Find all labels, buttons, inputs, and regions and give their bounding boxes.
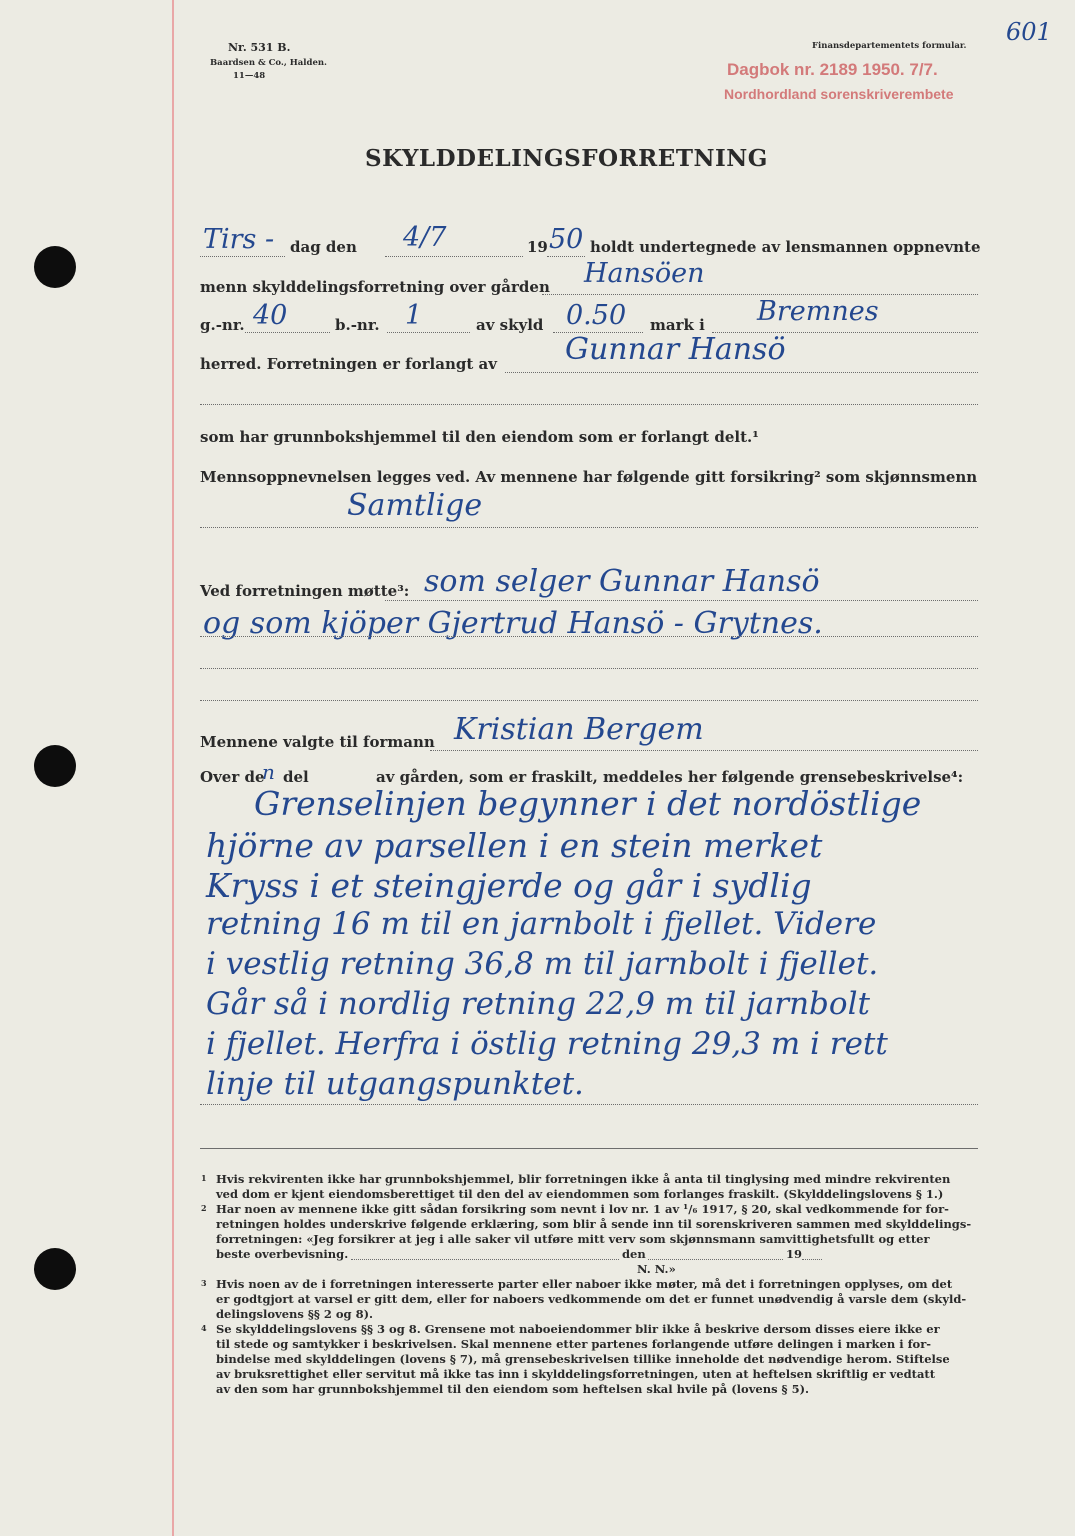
part-value: n bbox=[262, 760, 275, 784]
boundary-line: i vestlig retning 36,8 m til jarnbolt i fjellet. bbox=[206, 946, 879, 982]
assessors-value: Samtlige bbox=[347, 488, 483, 523]
dotted-line bbox=[542, 294, 978, 295]
footnote-4-line: av bruksrettighet eller servitut må ikke tas inn i skylddelingsforretningen, uten at heftelsen skriftlig er vedtatt bbox=[216, 1367, 936, 1381]
print-date: 11—48 bbox=[233, 71, 266, 81]
dotted-line bbox=[385, 600, 978, 601]
footnote-2-line: beste overbevisning. bbox=[216, 1247, 349, 1261]
dotted-line bbox=[802, 1259, 822, 1260]
footnote-number: 3 bbox=[201, 1278, 207, 1288]
bnr-label: b.-nr. bbox=[335, 316, 380, 334]
boundary-line: retning 16 m til en jarnbolt i fjellet. Videre bbox=[206, 906, 877, 942]
page-number: 601 bbox=[1006, 18, 1052, 46]
farm-name: Hansöen bbox=[584, 258, 705, 289]
footnote-3-line: delingslovens §§ 2 og 8). bbox=[216, 1307, 374, 1321]
footnote-2-den: den bbox=[622, 1247, 646, 1261]
dotted-line bbox=[200, 636, 978, 637]
skyld-value: 0.50 bbox=[566, 300, 627, 331]
gnr-value: 40 bbox=[253, 300, 288, 331]
row5-text: som har grunnbokshjemmel til den eiendom som er forlangt delt.¹ bbox=[200, 428, 759, 446]
footnote-2-signature: N. N.» bbox=[637, 1262, 676, 1276]
dotted-line bbox=[387, 332, 470, 333]
skyld-label: av skyld bbox=[476, 316, 544, 334]
chairman-name: Kristian Bergem bbox=[454, 712, 704, 747]
footnote-number: 1 bbox=[201, 1173, 207, 1183]
row1-text: holdt undertegnede av lensmannen oppnevnte bbox=[590, 238, 981, 256]
court-stamp: Nordhordland sorenskriverembete bbox=[724, 86, 954, 102]
dotted-line bbox=[430, 750, 978, 751]
document-title: SKYLDDELINGSFORRETNING bbox=[365, 145, 768, 172]
footnote-2-line: retningen holdes underskrive følgende erklæring, som blir å sende inn til sorenskriveren sammen med skylddelings- bbox=[216, 1217, 972, 1231]
punch-hole bbox=[34, 246, 76, 288]
boundary-line: i fjellet. Herfra i östlig retning 29,3 m i rett bbox=[206, 1026, 888, 1062]
boundary-line: Grenselinjen begynner i det nordöstlige bbox=[254, 784, 922, 823]
journal-stamp: Dagbok nr. 2189 1950. 7/7. bbox=[727, 60, 938, 79]
attendee-buyer: og som kjöper Gjertrud Hansö - Grytnes. bbox=[203, 606, 823, 641]
footnote-number: 2 bbox=[201, 1203, 207, 1213]
dag-den-label: dag den bbox=[290, 238, 357, 256]
footnote-4-line: av den som har grunnbokshjemmel til den eiendom som heftelsen skal hvile på (lovens § 5). bbox=[216, 1382, 810, 1396]
part-label-b: del bbox=[283, 768, 309, 786]
bnr-value: 1 bbox=[405, 300, 423, 331]
dotted-line bbox=[200, 527, 978, 528]
boundary-line: Går så i nordlig retning 22,9 m til jarnbolt bbox=[206, 986, 870, 1022]
chairman-label: Mennene valgte til formann bbox=[200, 733, 435, 751]
ministry-label: Finansdepartementets formular. bbox=[812, 41, 967, 51]
date-value: 4/7 bbox=[403, 222, 447, 253]
row2-text: menn skylddelingsforretning over gården bbox=[200, 278, 550, 296]
punch-hole bbox=[34, 745, 76, 787]
row6-text: Mennsoppnevnelsen legges ved. Av mennene har følgende gitt forsikring² som skjønnsmenn bbox=[200, 468, 978, 486]
boundary-line: linje til utgangspunktet. bbox=[206, 1066, 584, 1102]
attendees-label: Ved forretningen møtte³: bbox=[200, 582, 410, 600]
dotted-line bbox=[200, 1104, 978, 1105]
row4-text: herred. Forretningen er forlangt av bbox=[200, 355, 497, 373]
attendee-seller: som selger Gunnar Hansö bbox=[424, 564, 820, 599]
footnote-3-line: er godtgjort at varsel er gitt dem, eller for naboers vedkommende om det er funnet unødvendig å varsle dem (skyld- bbox=[216, 1292, 967, 1306]
dotted-line bbox=[648, 1259, 783, 1260]
footnote-separator bbox=[200, 1148, 978, 1149]
form-number: Nr. 531 B. bbox=[228, 41, 291, 54]
dotted-line bbox=[200, 700, 978, 701]
footnote-1-line: ved dom er kjent eiendomsberettiget til den del av eiendommen som forlanges fraskilt. (Skylddelingslovens § 1.) bbox=[216, 1187, 944, 1201]
dotted-line bbox=[200, 404, 978, 405]
footnote-3-line: Hvis noen av de i forretningen interesserte parter eller naboer ikke møter, må det i forretningen opplyses, om det bbox=[216, 1277, 953, 1291]
footnote-4-line: bindelse med skylddelingen (lovens § 7), må grensebeskrivelsen tillike inneholde det nødvendige herom. Stiftelse bbox=[216, 1352, 950, 1366]
gnr-label: g.-nr. bbox=[200, 316, 245, 334]
dotted-line bbox=[547, 256, 585, 257]
dotted-line bbox=[200, 256, 285, 257]
dotted-line bbox=[351, 1259, 619, 1260]
municipality-value: Bremnes bbox=[757, 296, 879, 327]
footnote-4-line: Se skylddelingslovens §§ 3 og 8. Grensene mot naboeiendommer blir ikke å beskrive dersom disses eiere ikke er bbox=[216, 1322, 940, 1336]
part-label-c: av gården, som er fraskilt, meddeles her følgende grensebeskrivelse⁴: bbox=[376, 768, 964, 786]
dotted-line bbox=[200, 668, 978, 669]
boundary-line: Kryss i et steingjerde og går i sydlig bbox=[206, 866, 812, 905]
footnote-2-line: forretningen: «Jeg forsikrer at jeg i alle saker vil utføre mitt verv som skjønnsmann samvittighetsfullt og etter bbox=[216, 1232, 930, 1246]
dotted-line bbox=[385, 256, 523, 257]
mark-label: mark i bbox=[650, 316, 705, 334]
year-prefix: 19 bbox=[527, 238, 548, 256]
margin-line bbox=[172, 0, 174, 1536]
footnote-2-line: Har noen av mennene ikke gitt sådan forsikring som nevnt i lov nr. 1 av ¹/₆ 1917, § 20, skal vedkommende for for- bbox=[216, 1202, 949, 1216]
footnote-number: 4 bbox=[201, 1323, 207, 1333]
part-label-a: Over de bbox=[200, 768, 265, 786]
weekday-value: Tirs - bbox=[203, 224, 275, 255]
year-value: 50 bbox=[549, 224, 584, 255]
requester-name: Gunnar Hansö bbox=[565, 332, 786, 367]
boundary-line: hjörne av parsellen i en stein merket bbox=[206, 826, 823, 865]
footnote-1-line: Hvis rekvirenten ikke har grunnbokshjemmel, blir forretningen ikke å anta til tinglysing med mindre rekvirenten bbox=[216, 1172, 951, 1186]
dotted-line bbox=[505, 372, 978, 373]
punch-hole bbox=[34, 1248, 76, 1290]
footnote-2-year: 19 bbox=[786, 1247, 803, 1261]
printer-name: Baardsen & Co., Halden. bbox=[210, 58, 328, 68]
footnote-4-line: til stede og samtykker i beskrivelsen. Skal mennene etter partenes forlangende utføre delingen i marken i for- bbox=[216, 1337, 932, 1351]
dotted-line bbox=[245, 332, 330, 333]
